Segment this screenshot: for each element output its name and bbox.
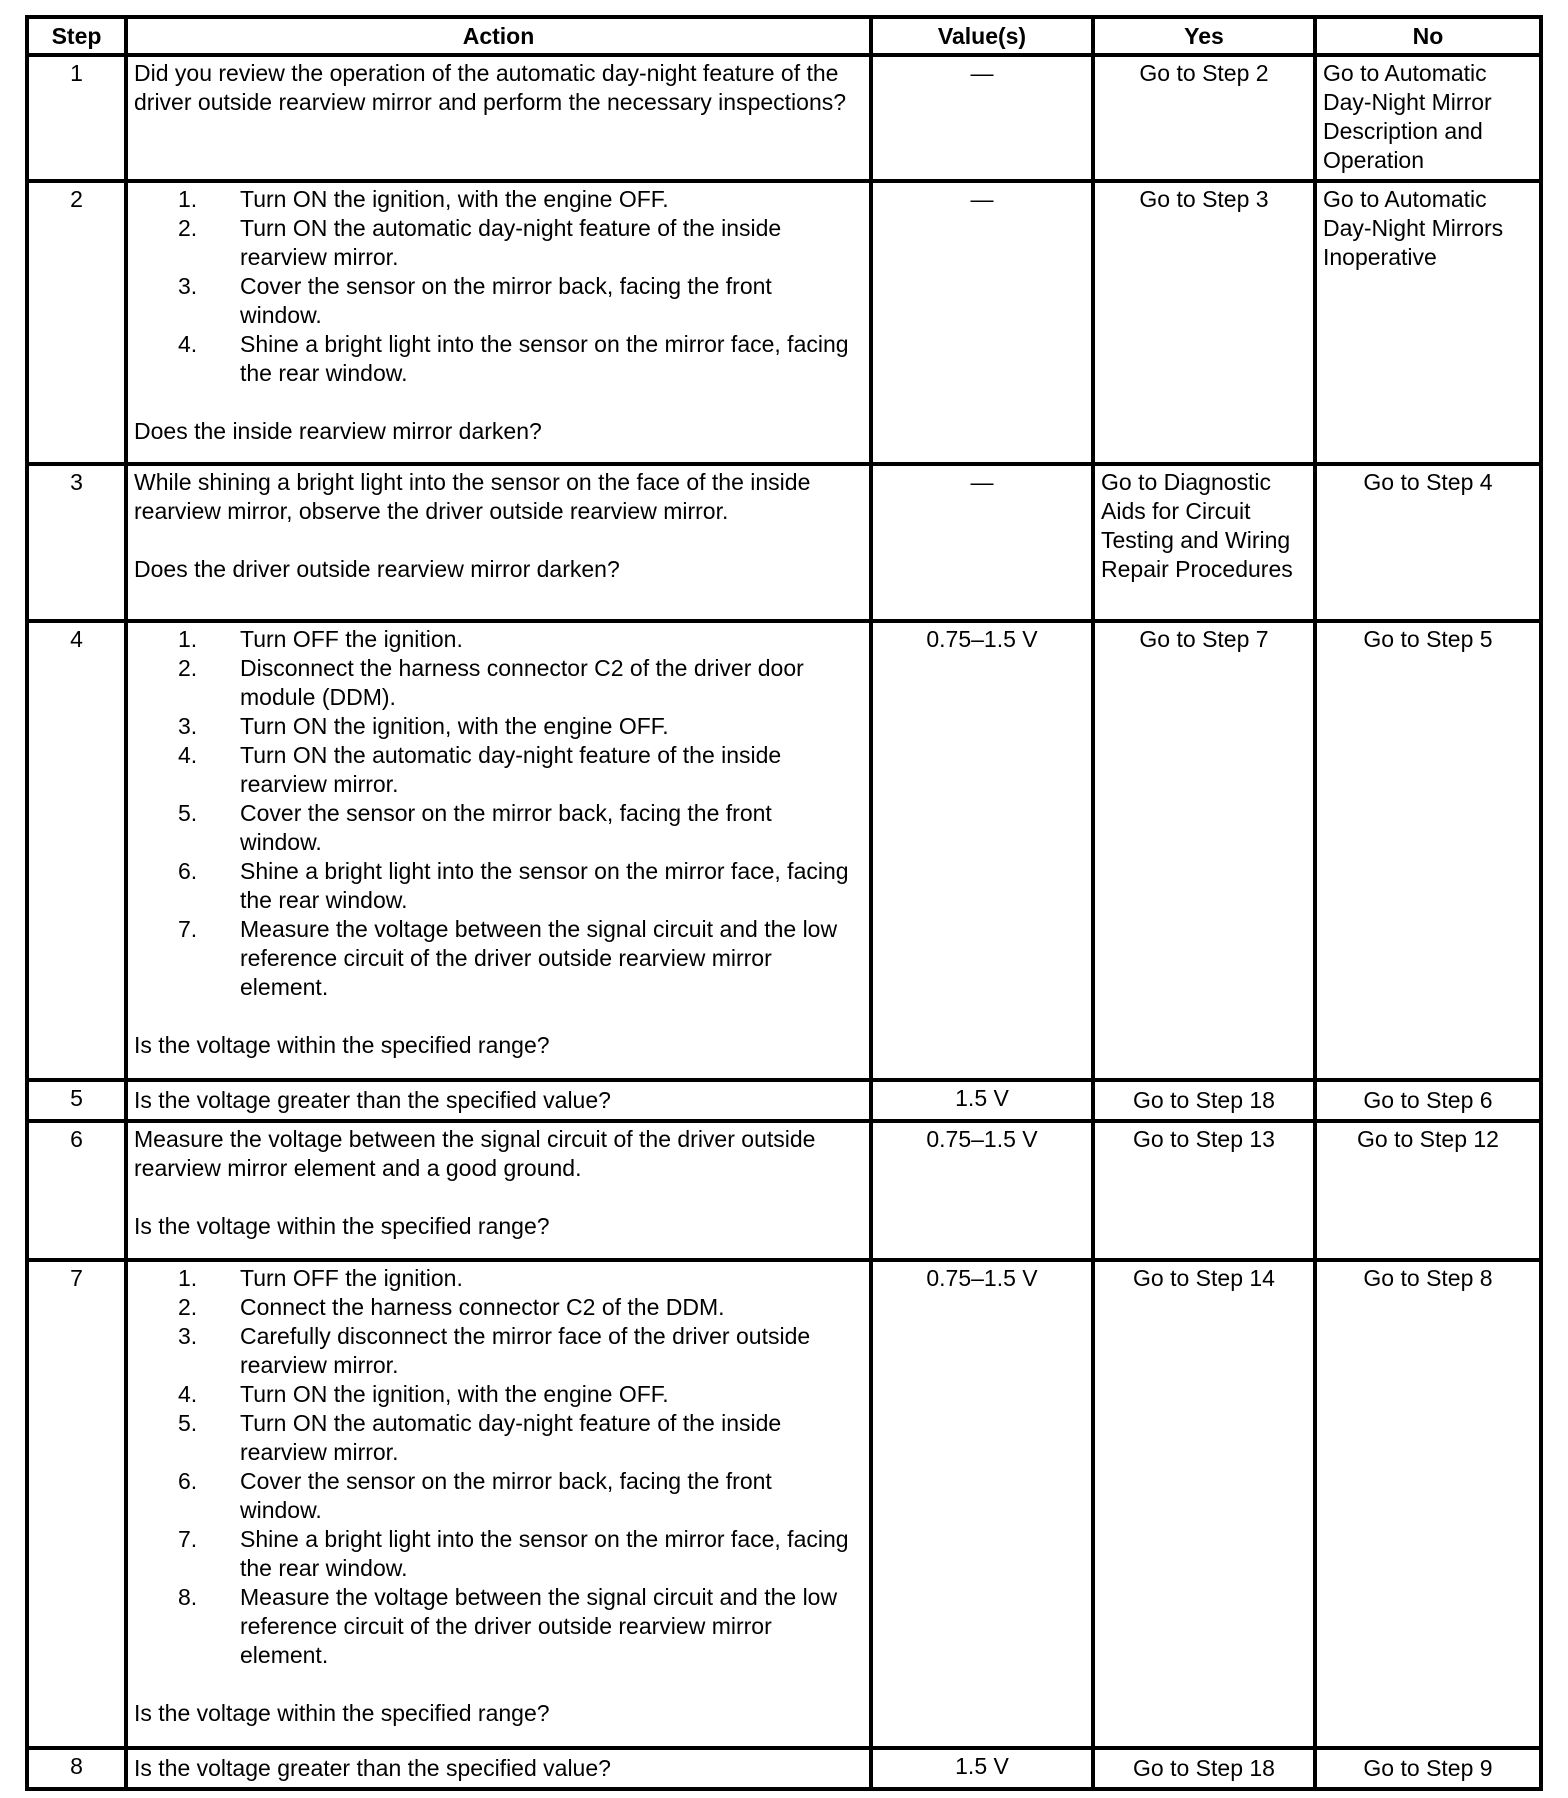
yes-cell: Go to Step 18 bbox=[1093, 1748, 1315, 1789]
list-item bbox=[134, 1322, 863, 1380]
list-item-text: Turn ON the ignition, with the engine OFF. bbox=[240, 186, 669, 212]
header-yes: Yes bbox=[1093, 17, 1315, 55]
action-question: Is the voltage within the specified range? bbox=[134, 1700, 550, 1726]
list-item-number: 7. bbox=[178, 916, 198, 942]
value-cell: 0.75–1.5 V bbox=[871, 1121, 1093, 1260]
header-step: Step bbox=[27, 17, 126, 55]
list-item-text: Cover the sensor on the mirror back, facing the front window. bbox=[240, 273, 772, 328]
action-question: Is the voltage within the specified range? bbox=[134, 1032, 550, 1058]
value-cell: 1.5 V bbox=[871, 1080, 1093, 1121]
step-number: 5 bbox=[27, 1080, 126, 1121]
action-cell bbox=[126, 181, 871, 464]
table-row bbox=[27, 1121, 1541, 1260]
list-item-number: 1. bbox=[178, 626, 198, 652]
header-no: No bbox=[1315, 17, 1541, 55]
value-cell: 1.5 V bbox=[871, 1748, 1093, 1789]
action-cell bbox=[126, 1260, 871, 1748]
list-item-number: 4. bbox=[178, 742, 198, 768]
list-item-text: Carefully disconnect the mirror face of the driver outside rearview mirror. bbox=[240, 1323, 811, 1378]
list-item bbox=[134, 712, 863, 741]
yes-cell: Go to Step 18 bbox=[1093, 1080, 1315, 1121]
list-item-number: 6. bbox=[178, 1468, 198, 1494]
no-cell: Go to Automatic Day-Night Mirror Description and Operation bbox=[1315, 55, 1541, 181]
list-item bbox=[134, 741, 863, 799]
list-item-text: Turn ON the automatic day-night feature of the inside rearview mirror. bbox=[240, 742, 782, 797]
step-number: 3 bbox=[27, 464, 126, 621]
no-cell: Go to Step 5 bbox=[1315, 621, 1541, 1080]
yes-cell: Go to Step 7 bbox=[1093, 621, 1315, 1080]
list-item-text: Shine a bright light into the sensor on the mirror face, facing the rear window. bbox=[240, 331, 849, 386]
list-item-number: 3. bbox=[178, 273, 198, 299]
list-item bbox=[134, 1583, 863, 1670]
action-cell bbox=[126, 1748, 871, 1789]
action-steps-list bbox=[134, 185, 863, 388]
yes-cell: Go to Diagnostic Aids for Circuit Testing and Wiring Repair Procedures bbox=[1093, 464, 1315, 621]
no-cell: Go to Step 4 bbox=[1315, 464, 1541, 621]
list-item-text: Cover the sensor on the mirror back, facing the front window. bbox=[240, 1468, 772, 1523]
list-item-text: Turn ON the ignition, with the engine OFF. bbox=[240, 1381, 669, 1407]
list-item bbox=[134, 214, 863, 272]
list-item-number: 5. bbox=[178, 800, 198, 826]
list-item-number: 3. bbox=[178, 1323, 198, 1349]
list-item-text: Measure the voltage between the signal circuit and the low reference circuit of the driver outside rearview mirror element. bbox=[240, 1584, 838, 1668]
step-number: 2 bbox=[27, 181, 126, 464]
list-item bbox=[134, 915, 863, 1002]
list-item bbox=[134, 654, 863, 712]
no-cell: Go to Automatic Day-Night Mirrors Inoperative bbox=[1315, 181, 1541, 464]
action-question: Is the voltage greater than the specified value? bbox=[134, 1755, 611, 1781]
yes-cell: Go to Step 2 bbox=[1093, 55, 1315, 181]
step-number: 7 bbox=[27, 1260, 126, 1748]
action-question: Did you review the operation of the automatic day-night feature of the driver outside rearview mirror and perform the necessary inspections? bbox=[134, 60, 847, 115]
list-item-number: 4. bbox=[178, 1381, 198, 1407]
header-row bbox=[27, 17, 1541, 55]
step-number: 4 bbox=[27, 621, 126, 1080]
list-item-number: 7. bbox=[178, 1526, 198, 1552]
header-values: Value(s) bbox=[871, 17, 1093, 55]
diagnostic-table bbox=[25, 15, 1543, 1791]
action-question: Does the driver outside rearview mirror darken? bbox=[134, 556, 620, 582]
table-row bbox=[27, 464, 1541, 621]
value-cell: — bbox=[871, 464, 1093, 621]
no-cell: Go to Step 6 bbox=[1315, 1080, 1541, 1121]
list-item-number: 2. bbox=[178, 1294, 198, 1320]
list-item-text: Disconnect the harness connector C2 of the driver door module (DDM). bbox=[240, 655, 804, 710]
no-cell: Go to Step 12 bbox=[1315, 1121, 1541, 1260]
list-item bbox=[134, 1467, 863, 1525]
table-row bbox=[27, 1080, 1541, 1121]
list-item bbox=[134, 1380, 863, 1409]
list-item-number: 2. bbox=[178, 655, 198, 681]
table-row bbox=[27, 1748, 1541, 1789]
table-row bbox=[27, 621, 1541, 1080]
action-cell bbox=[126, 464, 871, 621]
yes-cell: Go to Step 14 bbox=[1093, 1260, 1315, 1748]
table-row bbox=[27, 1260, 1541, 1748]
step-number: 6 bbox=[27, 1121, 126, 1260]
action-steps-list bbox=[134, 1264, 863, 1670]
list-item-number: 5. bbox=[178, 1410, 198, 1436]
yes-cell: Go to Step 13 bbox=[1093, 1121, 1315, 1260]
list-item-text: Measure the voltage between the signal circuit and the low reference circuit of the driver outside rearview mirror element. bbox=[240, 916, 838, 1000]
list-item-number: 2. bbox=[178, 215, 198, 241]
action-steps-list bbox=[134, 625, 863, 1002]
action-cell bbox=[126, 1080, 871, 1121]
list-item-text: Turn OFF the ignition. bbox=[240, 1265, 463, 1291]
list-item-text: Turn OFF the ignition. bbox=[240, 626, 463, 652]
list-item-number: 1. bbox=[178, 1265, 198, 1291]
value-cell: 0.75–1.5 V bbox=[871, 621, 1093, 1080]
list-item bbox=[134, 1293, 863, 1322]
action-question: Is the voltage greater than the specified value? bbox=[134, 1087, 611, 1113]
table-row bbox=[27, 55, 1541, 181]
action-cell bbox=[126, 621, 871, 1080]
list-item-number: 1. bbox=[178, 186, 198, 212]
no-cell: Go to Step 8 bbox=[1315, 1260, 1541, 1748]
list-item-number: 3. bbox=[178, 713, 198, 739]
action-question: Does the inside rearview mirror darken? bbox=[134, 418, 542, 444]
diagnostic-table-container bbox=[25, 15, 1539, 1791]
list-item-number: 4. bbox=[178, 331, 198, 357]
value-cell: — bbox=[871, 55, 1093, 181]
action-question: Is the voltage within the specified range? bbox=[134, 1213, 550, 1239]
list-item-number: 6. bbox=[178, 858, 198, 884]
action-intro: While shining a bright light into the sensor on the face of the inside rearview mirror, observe the driver outside rearview mirror. bbox=[134, 469, 811, 524]
list-item-text: Connect the harness connector C2 of the DDM. bbox=[240, 1294, 725, 1320]
no-cell: Go to Step 9 bbox=[1315, 1748, 1541, 1789]
value-cell: 0.75–1.5 V bbox=[871, 1260, 1093, 1748]
header-action: Action bbox=[126, 17, 871, 55]
list-item bbox=[134, 1525, 863, 1583]
list-item-text: Turn ON the automatic day-night feature of the inside rearview mirror. bbox=[240, 1410, 782, 1465]
list-item-text: Turn ON the automatic day-night feature of the inside rearview mirror. bbox=[240, 215, 782, 270]
yes-cell: Go to Step 3 bbox=[1093, 181, 1315, 464]
step-number: 1 bbox=[27, 55, 126, 181]
action-cell bbox=[126, 1121, 871, 1260]
list-item-number: 8. bbox=[178, 1584, 198, 1610]
table-row bbox=[27, 181, 1541, 464]
list-item-text: Shine a bright light into the sensor on the mirror face, facing the rear window. bbox=[240, 1526, 849, 1581]
list-item bbox=[134, 799, 863, 857]
action-cell bbox=[126, 55, 871, 181]
step-number: 8 bbox=[27, 1748, 126, 1789]
list-item-text: Shine a bright light into the sensor on the mirror face, facing the rear window. bbox=[240, 858, 849, 913]
value-cell: — bbox=[871, 181, 1093, 464]
action-intro: Measure the voltage between the signal circuit of the driver outside rearview mirror element and a good ground. bbox=[134, 1126, 816, 1181]
list-item bbox=[134, 185, 863, 214]
list-item bbox=[134, 330, 863, 388]
list-item-text: Turn ON the ignition, with the engine OFF. bbox=[240, 713, 669, 739]
list-item bbox=[134, 1264, 863, 1293]
list-item bbox=[134, 1409, 863, 1467]
list-item bbox=[134, 857, 863, 915]
list-item bbox=[134, 272, 863, 330]
list-item bbox=[134, 625, 863, 654]
list-item-text: Cover the sensor on the mirror back, facing the front window. bbox=[240, 800, 772, 855]
